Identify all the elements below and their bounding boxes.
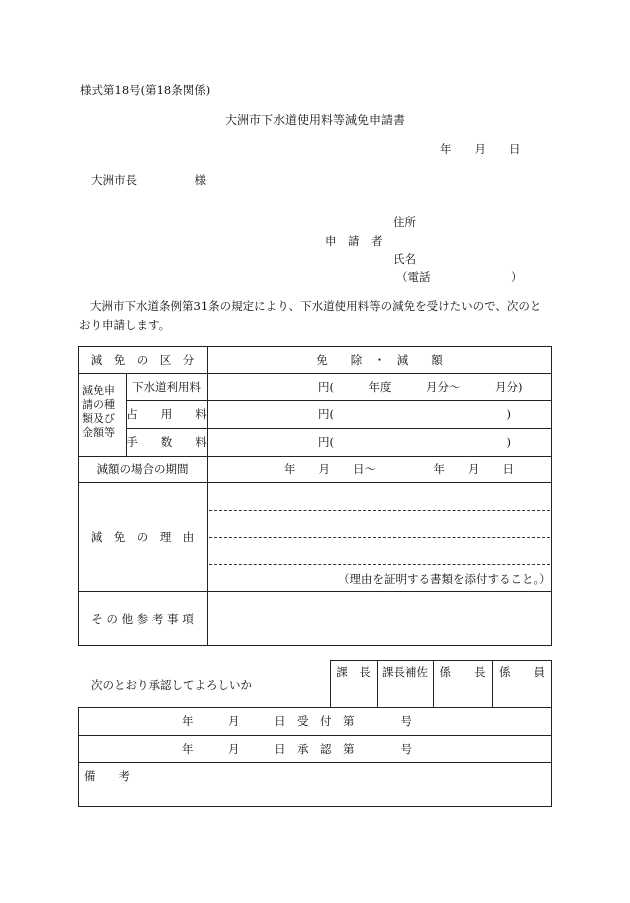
address-label: 住所 xyxy=(393,215,416,229)
group-label-line: 類及び xyxy=(82,412,115,425)
group-label-line: 減免申 xyxy=(82,384,115,397)
reduction-period-value[interactable]: 年 月 日～ 年 月 日 xyxy=(284,462,514,476)
type-amount-group-label xyxy=(82,384,124,440)
reason-line xyxy=(209,510,550,511)
date-line: 年 月 日 xyxy=(440,142,521,156)
remarks-label: 備 考 xyxy=(84,769,130,783)
page-title: 大洲市下水道使用料等減免申請書 xyxy=(225,113,406,127)
reduction-period-label: 減額の場合の期間 xyxy=(96,462,189,476)
applicant-label: 申 請 者 xyxy=(325,234,383,248)
stamp-assistant-chief[interactable]: 課長補佐 xyxy=(382,665,428,679)
other-notes-label: そ の 他 参 考 事 項 xyxy=(91,611,194,626)
other-notes-field[interactable] xyxy=(208,592,551,645)
approval-question: 次のとおり承認してよろしいか xyxy=(91,678,252,692)
form-number: 様式第18号(第18条関係) xyxy=(80,83,211,97)
addressee: 大洲市長 様 xyxy=(91,173,206,187)
stamp-subsection-chief[interactable]: 係 長 xyxy=(439,665,486,679)
phone-label: （電話 ） xyxy=(396,270,523,284)
handling-fee-value[interactable]: 円( ) xyxy=(318,435,511,449)
stamp-staff[interactable]: 係 員 xyxy=(499,665,545,679)
occupancy-fee-label: 占 用 料 xyxy=(126,407,207,421)
approved-line[interactable]: 年 月 日 承 認 第 号 xyxy=(182,741,412,756)
reduction-category-label: 減 免 の 区 分 xyxy=(90,352,195,367)
intro-line-1: 大洲市下水道条例第31条の規定により、下水道使用料等の減免を受けたいので、次のと xyxy=(90,299,542,313)
reduction-reason-note: （理由を証明する書類を添付すること。） xyxy=(338,572,551,586)
reason-line xyxy=(209,564,550,565)
reduction-category-value[interactable]: 免 除 ・ 減 額 xyxy=(316,352,443,367)
reason-line xyxy=(209,537,550,538)
sewer-fee-label: 下水道利用料 xyxy=(132,379,201,394)
stamp-section-chief[interactable]: 課 長 xyxy=(336,665,371,679)
received-line[interactable]: 年 月 日 受 付 第 号 xyxy=(182,714,412,728)
occupancy-fee-value[interactable]: 円( ) xyxy=(318,407,511,421)
reduction-reason-label: 減 免 の 理 由 xyxy=(90,529,195,544)
name-label: 氏名 xyxy=(393,252,416,266)
group-label-line: 請の種 xyxy=(82,398,115,411)
sewer-fee-value[interactable]: 円( 年度 月分～ 月分) xyxy=(318,379,523,394)
intro-line-2: おり申請します。 xyxy=(79,318,171,332)
handling-fee-label: 手 数 料 xyxy=(126,435,207,449)
group-label-line: 金額等 xyxy=(82,426,115,439)
table-divider xyxy=(78,762,552,763)
